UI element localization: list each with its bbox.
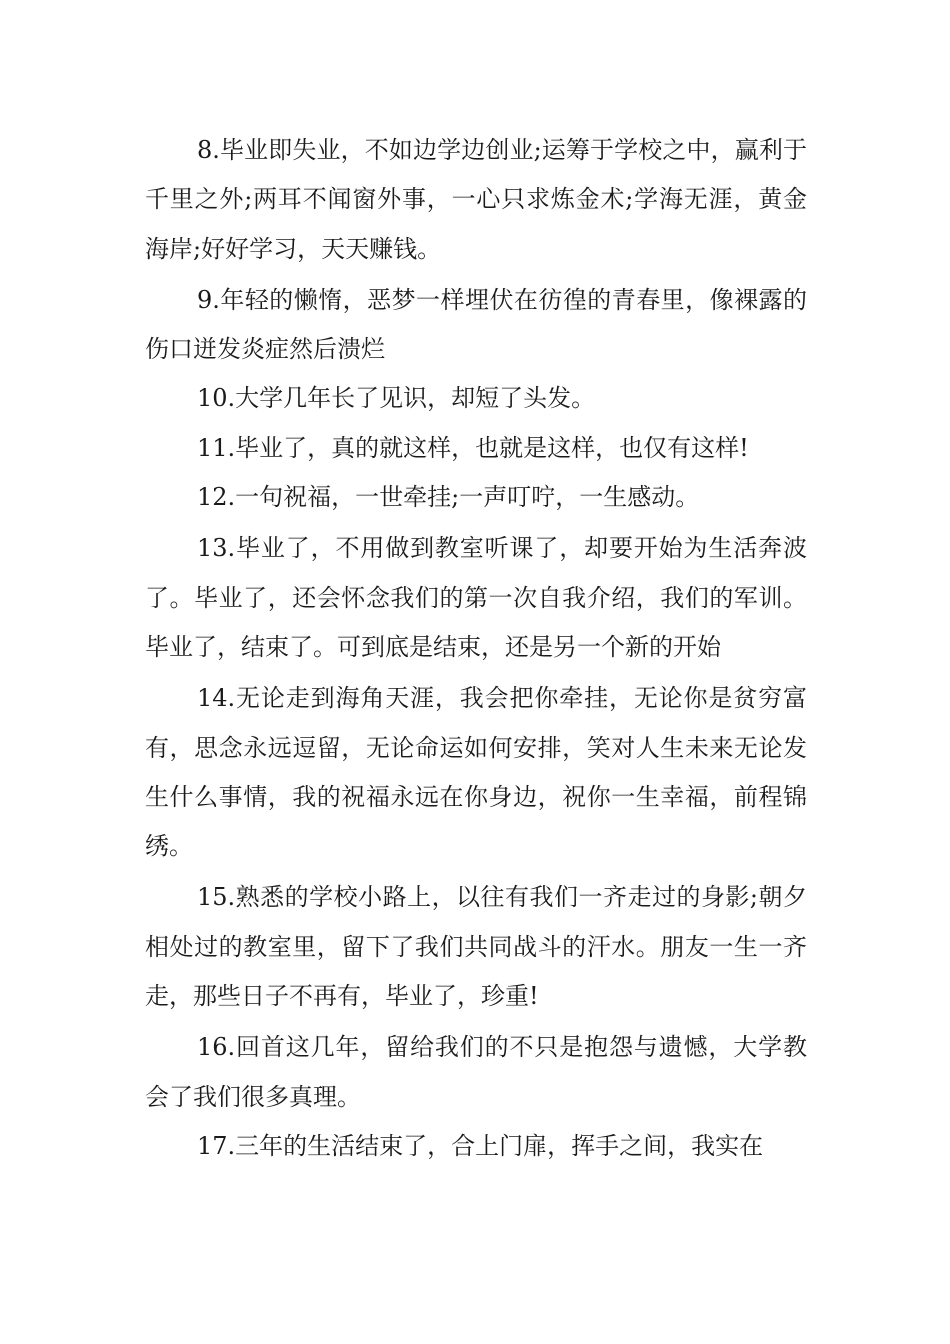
paragraph-15: 15.熟悉的学校小路上，以往有我们一齐走过的身影;朝夕相处过的教室里，留下了我们共同战斗的汗水。朋友一生一齐走，那些日子不再有，毕业了，珍重!: [145, 883, 807, 1011]
document-body: [145, 126, 807, 1171]
paragraph-11: 11.毕业了，真的就这样，也就是这样，也仅有这样!: [197, 433, 749, 462]
paragraph-14: 14.无论走到海角天涯，我会把你牵挂，无论你是贫穷富有，思念永远逗留，无论命运如何安排，笑对人生未来无论发生什么事情，我的祝福永远在你身边，祝你一生幸福，前程锦绣。: [145, 684, 807, 861]
paragraph-8: 8.毕业即失业，不如边学边创业;运筹于学校之中，赢利于千里之外;两耳不闻窗外事，一心只求炼金术;学海无涯，黄金海岸;好好学习，天天赚钱。: [145, 136, 807, 263]
paragraph-16: 16.回首这几年，留给我们的不只是抱怨与遗憾，大学教会了我们很多真理。: [145, 1033, 807, 1111]
paragraph-9: 9.年轻的懒惰，恶梦一样埋伏在彷徨的青春里，像裸露的伤口迸发炎症然后溃烂: [145, 285, 807, 364]
paragraph-10: 10.大学几年长了见识，却短了头发。: [197, 384, 596, 413]
paragraph-12: 12.一句祝福，一世牵挂;一声叮咛，一生感动。: [197, 483, 700, 512]
paragraph-17: 17.三年的生活结束了，合上门扉，挥手之间，我实在: [197, 1131, 764, 1160]
paragraph-13: 13.毕业了，不用做到教室听课了，却要开始为生活奔波了。毕业了，还会怀念我们的第一次自我介绍，我们的军训。毕业了，结束了。可到底是结束，还是另一个新的开始: [145, 534, 807, 661]
